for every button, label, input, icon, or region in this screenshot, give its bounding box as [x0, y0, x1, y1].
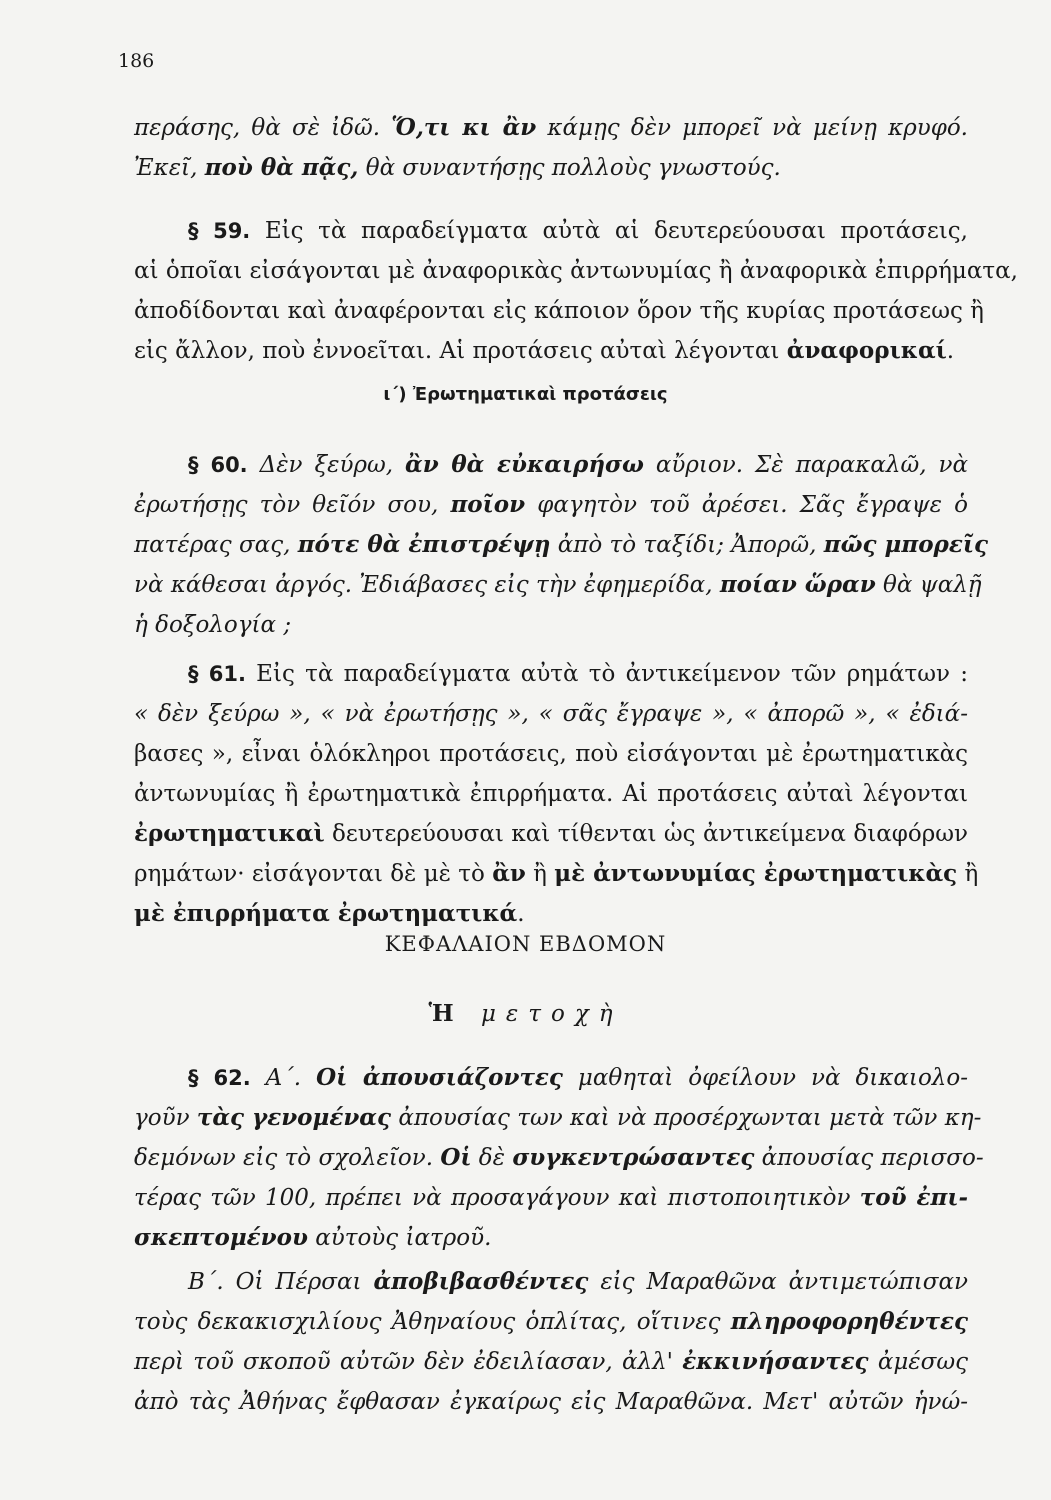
text-line: ἀπὸ τὰς Ἀθήνας ἔφθασαν ἐγκαίρως εἰς Μαραθῶνα. Μετ' αὐτῶν ἡνώ- — [134, 1389, 968, 1415]
text-line: Ἐκεῖ, ποὺ θὰ πᾷς, θὰ συναντήσῃς πολλοὺς γνωστούς. — [134, 154, 781, 181]
text-line: περὶ τοῦ σκοποῦ αὐτῶν δὲν ἐδειλίασαν, ἀλλ' ἐκκινήσαντες ἀμέσως — [134, 1348, 968, 1375]
text-line: « δὲν ξεύρω », « νὰ ἐρωτήσῃς », « σᾶς ἔγραψε », « ἀπορῶ », « ἐδιά- — [134, 701, 968, 727]
text-line: μὲ ἐπιρρήματα ἐρωτηματικά. — [134, 900, 525, 927]
chapter-subtitle: Ἡ μετοχὴ — [428, 1000, 623, 1027]
text-line: εἰς ἄλλον, ποὺ ἐννοεῖται. Αἱ προτάσεις αὐταὶ λέγονται ἀναφορικαί. — [134, 337, 955, 364]
text-line: ἐρωτηματικαὶ δευτερεύουσαι καὶ τίθενται ὡς ἀντικείμενα διαφόρων — [134, 820, 968, 847]
section-60-line: § 60. Δὲν ξεύρω, ἂν θὰ εὐκαιρήσω αὔριον. Σὲ παρακαλῶ, νὰ — [188, 451, 968, 478]
text-line: ἀντωνυμίας ἢ ἐρωτηματικὰ ἐπιρρήματα. Αἱ προτάσεις αὐταὶ λέγονται — [134, 781, 968, 807]
text-line: ἡ δοξολογία ; — [134, 612, 292, 638]
text-line: βασες », εἶναι ὁλόκληροι προτάσεις, ποὺ εἰσάγονται μὲ ἐρωτηματικὰς — [134, 741, 968, 767]
section-59-line: § 59. Εἰς τὰ παραδείγματα αὐτὰ αἱ δευτερεύουσαι προτάσεις, — [188, 218, 968, 244]
text-line: τέρας τῶν 100, πρέπει νὰ προσαγάγουν καὶ πιστοποιητικὸν τοῦ ἐπι- — [134, 1184, 968, 1211]
text-line: γοῦν τὰς γενομένας ἀπουσίας των καὶ νὰ προσέρχωνται μετὰ τῶν κη- — [134, 1104, 982, 1131]
section-62-line: § 62. Α΄. Οἱ ἀπουσιάζοντες μαθηταὶ ὀφείλουν νὰ δικαιολο- — [188, 1064, 968, 1091]
text-line: τοὺς δεκακισχιλίους Ἀθηναίους ὁπλίτας, οἵτινες πληροφορηθέντες — [134, 1308, 968, 1335]
page-number: 186 — [118, 50, 155, 72]
chapter-title: ΚΕΦΑΛΑΙΟΝ ΕΒΔΟΜΟΝ — [384, 932, 667, 956]
text-line: νὰ κάθεσαι ἀργός. Ἐδιάβασες εἰς τὴν ἐφημερίδα, ποίαν ὥραν θὰ ψαλῇ — [134, 571, 982, 598]
subsection-heading: ι΄) Ἐρωτηματικαὶ προτάσεις — [383, 384, 668, 405]
text-line: ἀποδίδονται καὶ ἀναφέρονται εἰς κάποιον ὅρον τῆς κυρίας προτάσεως ἢ — [134, 298, 984, 324]
text-line: Β΄. Οἱ Πέρσαι ἀποβιβασθέντες εἰς Μαραθῶνα ἀντιμετώπισαν — [188, 1268, 968, 1295]
text-line: σκεπτομένου αὐτοὺς ἰατροῦ. — [134, 1224, 492, 1251]
text-line: πατέρας σας, πότε θὰ ἐπιστρέψῃ ἀπὸ τὸ ταξίδι; Ἀπορῶ, πῶς μπορεῖς — [134, 531, 988, 558]
text-line: περάσης, θὰ σὲ ἰδῶ. Ὅ,τι κι ἂν κάμῃς δὲν μπορεῖ νὰ μείνῃ κρυφό. — [134, 114, 968, 141]
text-line: ἐρωτήσῃς τὸν θεῖόν σου, ποῖον φαγητὸν τοῦ ἀρέσει. Σᾶς ἔγραψε ὁ — [134, 491, 968, 518]
text-line: ρημάτων· εἰσάγονται δὲ μὲ τὸ ἂν ἢ μὲ ἀντωνυμίας ἐρωτηματικὰς ἢ — [134, 860, 979, 887]
text-line: δεμόνων εἰς τὸ σχολεῖον. Οἱ δὲ συγκεντρώσαντες ἀπουσίας περισσο- — [134, 1144, 984, 1171]
section-61-line: § 61. Εἰς τὰ παραδείγματα αὐτὰ τὸ ἀντικείμενον τῶν ρημάτων : — [188, 661, 968, 687]
text-line: αἱ ὁποῖαι εἰσάγονται μὲ ἀναφορικὰς ἀντωνυμίας ἢ ἀναφορικὰ ἐπιρρήματα, — [134, 258, 1018, 284]
